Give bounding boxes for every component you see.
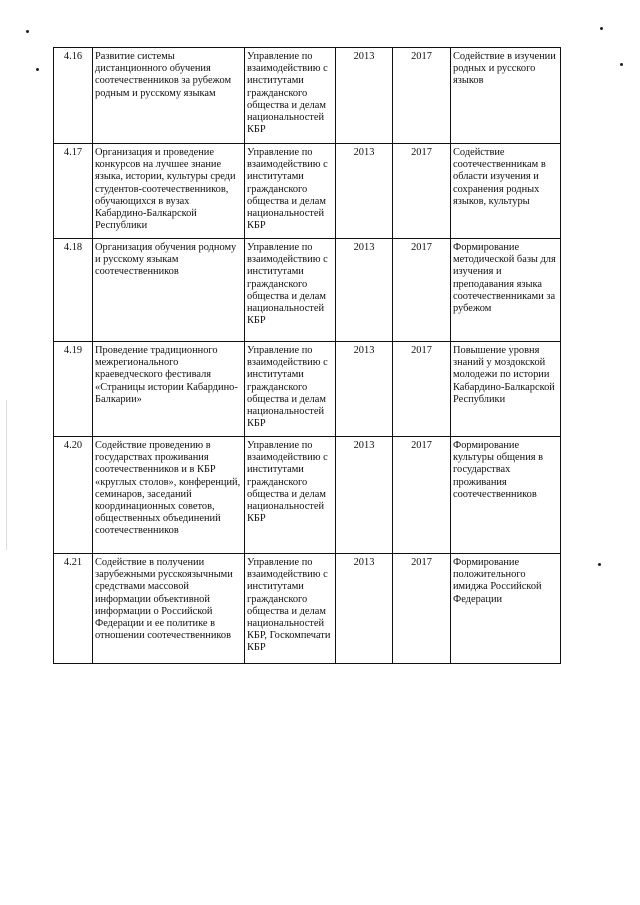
- start-year-cell: 2013: [336, 342, 393, 437]
- responsible-cell: Управление по взаимодействию с институтами гражданского общества и делам национальностей КБР: [245, 144, 336, 239]
- scan-edge-shadow: [6, 400, 7, 550]
- end-year-cell: 2017: [393, 48, 451, 144]
- result-cell: Повышение уровня знаний у моздокской молодежи по истории Кабардино-Балкарской Республики: [451, 342, 561, 437]
- table-row: [54, 144, 561, 239]
- responsible-cell: Управление по взаимодействию с институтами гражданского общества и делам национальностей КБР, Госкомпечати КБР: [245, 554, 336, 664]
- start-year-cell: 2013: [336, 144, 393, 239]
- end-year-cell: 2017: [393, 554, 451, 664]
- row-number: 4.17: [54, 144, 93, 239]
- start-year-cell: 2013: [336, 239, 393, 342]
- scan-speck: [600, 27, 603, 30]
- table-row: [54, 48, 561, 144]
- end-year-cell: 2017: [393, 342, 451, 437]
- measures-table: [53, 47, 561, 664]
- result-cell: Формирование культуры общения в государствах проживания соотечественников: [451, 437, 561, 554]
- table-row: [54, 437, 561, 554]
- responsible-cell: Управление по взаимодействию с институтами гражданского общества и делам национальностей КБР: [245, 437, 336, 554]
- action-cell: Развитие системы дистанционного обучения соотечественников за рубежом родным и русскому языкам: [93, 48, 245, 144]
- result-cell: Формирование положительного имиджа Российской Федерации: [451, 554, 561, 664]
- start-year-cell: 2013: [336, 437, 393, 554]
- start-year-cell: 2013: [336, 48, 393, 144]
- action-cell: Проведение традиционного межрегионального краеведческого фестиваля «Страницы истории Кабардино-Балкарии»: [93, 342, 245, 437]
- row-number: 4.16: [54, 48, 93, 144]
- action-cell: Организация обучения родному и русскому языкам соотечественников: [93, 239, 245, 342]
- result-cell: Формирование методической базы для изучения и преподавания языка соотечественниками за рубежом: [451, 239, 561, 342]
- result-cell: Содействие соотечественникам в области изучения и сохранения родных языков, культуры: [451, 144, 561, 239]
- action-cell: Организация и проведение конкурсов на лучшее знание языка, истории, культуры среди студентов-соотечественников, обучающихся в вузах Кабардино-Балкарской Республики: [93, 144, 245, 239]
- row-number: 4.21: [54, 554, 93, 664]
- scan-speck: [598, 563, 601, 566]
- scan-speck: [36, 68, 39, 71]
- responsible-cell: Управление по взаимодействию с институтами гражданского общества и делам национальностей КБР: [245, 239, 336, 342]
- result-cell: Содействие в изучении родных и русского языков: [451, 48, 561, 144]
- end-year-cell: 2017: [393, 239, 451, 342]
- responsible-cell: Управление по взаимодействию с институтами гражданского общества и делам национальностей КБР: [245, 342, 336, 437]
- end-year-cell: 2017: [393, 437, 451, 554]
- scan-speck: [620, 63, 623, 66]
- table-row: [54, 342, 561, 437]
- table-row: [54, 239, 561, 342]
- row-number: 4.18: [54, 239, 93, 342]
- start-year-cell: 2013: [336, 554, 393, 664]
- action-cell: Содействие проведению в государствах проживания соотечественников и в КБР «круглых столов», конференций, семинаров, заседаний координационных советов, общественных объединений соотечественников: [93, 437, 245, 554]
- responsible-cell: Управление по взаимодействию с институтами гражданского общества и делам национальностей КБР: [245, 48, 336, 144]
- end-year-cell: 2017: [393, 144, 451, 239]
- table-row: [54, 554, 561, 664]
- row-number: 4.20: [54, 437, 93, 554]
- row-number: 4.19: [54, 342, 93, 437]
- scan-speck: [26, 30, 29, 33]
- action-cell: Содействие в получении зарубежными русскоязычными средствами массовой информации объективной информации о Российской Федерации и ее политике в отношении соотечественников: [93, 554, 245, 664]
